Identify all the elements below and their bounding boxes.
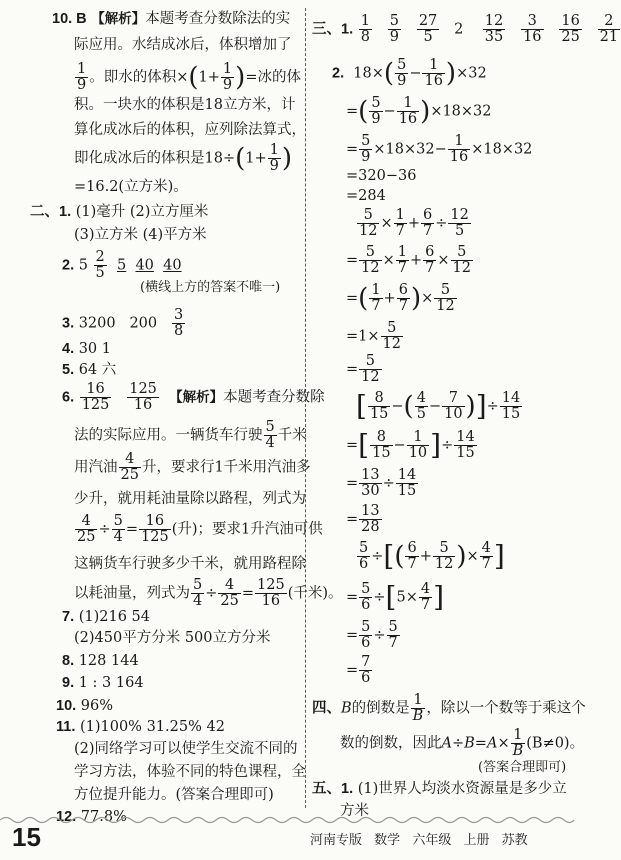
q7: 7. (1)216 54 bbox=[62, 609, 150, 625]
q11-b-1: (2)同络学习可以使学生交流不同的 bbox=[74, 741, 298, 757]
q10-text-5: 算化成冰后的体积，应列除法算式， bbox=[74, 122, 306, 138]
s3-q2-step-284: =284 bbox=[346, 188, 386, 204]
s4-note: (答案合理即可) bbox=[478, 760, 567, 775]
q3: 3. 3200 200 $\frac{3}{8}$ bbox=[62, 307, 184, 340]
q2-note: (横线上方的答案不唯一) bbox=[140, 280, 281, 295]
s4-line2: 数的倒数，因此A÷B=A× $\frac{1}{B}$ (B≠0)。 bbox=[340, 727, 585, 760]
q2: 2. 5 $\frac{2}{5}$ 5 40 40 bbox=[62, 249, 182, 282]
s3-q3-line3: =( $\frac{1}{7}$ + $\frac{6}{7}$ )× $\frac{5}{12}$ bbox=[346, 282, 455, 315]
q10-text-1: 本题考查分数除法的实 bbox=[145, 11, 291, 27]
s3-q5-line4: = $\frac{7}{6}$ bbox=[346, 654, 371, 687]
s3-q4-line1: [ $\frac{8}{15}$ −( $\frac{4}{5}$ − $\frac{7}{10}$ )]÷ $\frac{14}{15}$ bbox=[356, 389, 521, 423]
footer-wave-border bbox=[0, 815, 574, 825]
s3-q3-line4: =1× $\frac{5}{12}$ bbox=[346, 320, 401, 353]
s2-q1-b: (3)立方米 (4)平方米 bbox=[74, 227, 207, 243]
analysis-tag: 【解析】 bbox=[91, 11, 146, 27]
s3-q4-line3: = $\frac{13}{30}$ ÷ $\frac{14}{15}$ bbox=[346, 467, 417, 500]
q6-line3: 用汽油 $\frac{4}{25}$ 升，要求行1千米用汽油多 bbox=[74, 451, 311, 484]
s5-line2: 方米 bbox=[340, 803, 369, 819]
footer-info: 河南专版 数学 六年级 上册 苏教 bbox=[310, 833, 528, 848]
q11-b-3: 方位提升能力。(答案合理即可) bbox=[74, 787, 274, 803]
q10-label: 10. B bbox=[52, 11, 87, 27]
q10-line1 bbox=[52, 10, 290, 28]
q6-line1: 6. $\frac{16}{125}$ $\frac{125}{16}$ 【解析】本题考查分数除 bbox=[62, 381, 325, 414]
q10b: 10. 96% bbox=[56, 698, 114, 714]
s3-q5-line3: = $\frac{5}{6}$ ÷ $\frac{5}{7}$ bbox=[346, 619, 398, 652]
q8: 8. 128 144 bbox=[62, 653, 139, 669]
q6-line2: 法的实际应用。一辆货车行驶 $\frac{5}{4}$ 千米 bbox=[74, 419, 307, 452]
q10-text-4: 积。一块水的体积是18立方米，计 bbox=[74, 97, 296, 113]
s4-line1: 四、B的倒数是 $\frac{1}{B}$ ，除以一个数等于乘这个 bbox=[312, 692, 586, 725]
q10-text-7: =16.2(立方米)。 bbox=[74, 179, 188, 195]
s3-q3-line1: $\frac{5}{12}$ × $\frac{1}{7}$ + $\frac{6}{7}$ ÷ $\frac{12}{5}$ bbox=[359, 207, 469, 240]
s3-q2-line2: =( $\frac{5}{9}$ − $\frac{1}{16}$ )×18×32 bbox=[346, 95, 492, 128]
q6-line5: $\frac{4}{25}$ ÷ $\frac{5}{4}$ = $\frac{16}{125}$ (升)；要求1升汽油可供 bbox=[77, 513, 323, 546]
q6-text-6: 这辆货车行驶多少千米，就用路程除 bbox=[74, 556, 306, 572]
q10-text-2: 际应用。水结成冰后，体积增加了 bbox=[74, 37, 292, 53]
q12: 12. 77.8% bbox=[56, 809, 127, 825]
s3-q1: 三、1. $\frac{1}{8}$ $\frac{5}{9}$ $\frac{27}{5}$ 2 $\frac{12}{35}$ $\frac{3}{16}$ $\frac{16}{25}$ $\frac{2}{21}$ bbox=[312, 13, 619, 46]
s3-q2-step-320: =320−36 bbox=[346, 168, 417, 184]
q10-line6: 即化成冰后的体积是18÷(1+ $\frac{1}{9}$ ) bbox=[74, 142, 293, 175]
q10-line3: $\frac{1}{9}$ 。即水的体积×(1+ $\frac{1}{9}$ )=冰的体 bbox=[77, 61, 301, 94]
s3-q4-line4: = $\frac{13}{28}$ bbox=[346, 503, 380, 536]
page-number: 15 bbox=[12, 822, 41, 852]
q11: 11. (1)100% 31.25% 42 bbox=[56, 719, 225, 735]
s3-q3-line2: = $\frac{5}{12}$ × $\frac{1}{7}$ + $\frac{6}{7}$ × $\frac{5}{12}$ bbox=[346, 244, 471, 277]
q6-text-4: 少升，就用耗油量除以路程，列式为 bbox=[74, 491, 306, 507]
q7-b: (2)450平方分米 500立方分米 bbox=[74, 630, 271, 646]
s3-q2-line3: = $\frac{5}{9}$ ×18×32− $\frac{1}{16}$ ×18×32 bbox=[346, 133, 533, 166]
q6-line7: 以耗油量，列式为 $\frac{5}{4}$ ÷ $\frac{4}{25}$ = $\frac{125}{16}$ (千米)。 bbox=[74, 577, 343, 610]
s3-q4-line2: =[ $\frac{8}{15}$ − $\frac{1}{10}$ ]÷ $\frac{14}{15}$ bbox=[346, 428, 475, 462]
q9: 9. 1 : 3 164 bbox=[62, 675, 144, 691]
s3-q3-line5: = $\frac{5}{12}$ bbox=[346, 353, 380, 386]
s3-q5-line1: $\frac{5}{6}$ ÷[( $\frac{6}{7}$ + $\frac{5}{12}$ )× $\frac{4}{7}$ ] bbox=[359, 539, 505, 573]
s2-q1: 二、1. (1)毫升 (2)立方厘米 bbox=[30, 204, 209, 220]
s5-line1: 五、1. (1)世界人均淡水资源量是多少立 bbox=[312, 781, 567, 797]
q5: 5. 64 六 bbox=[62, 362, 117, 378]
q4: 4. 30 1 bbox=[62, 341, 111, 357]
q11-b-2: 学习方法，体验不同的特色课程，全 bbox=[74, 764, 306, 780]
s3-q5-line2: = $\frac{5}{6}$ ÷[5× $\frac{4}{7}$ ] bbox=[346, 580, 445, 614]
s3-q2-line1: 2. 18×( $\frac{5}{9}$ − $\frac{1}{16}$ )×32 bbox=[332, 57, 487, 90]
